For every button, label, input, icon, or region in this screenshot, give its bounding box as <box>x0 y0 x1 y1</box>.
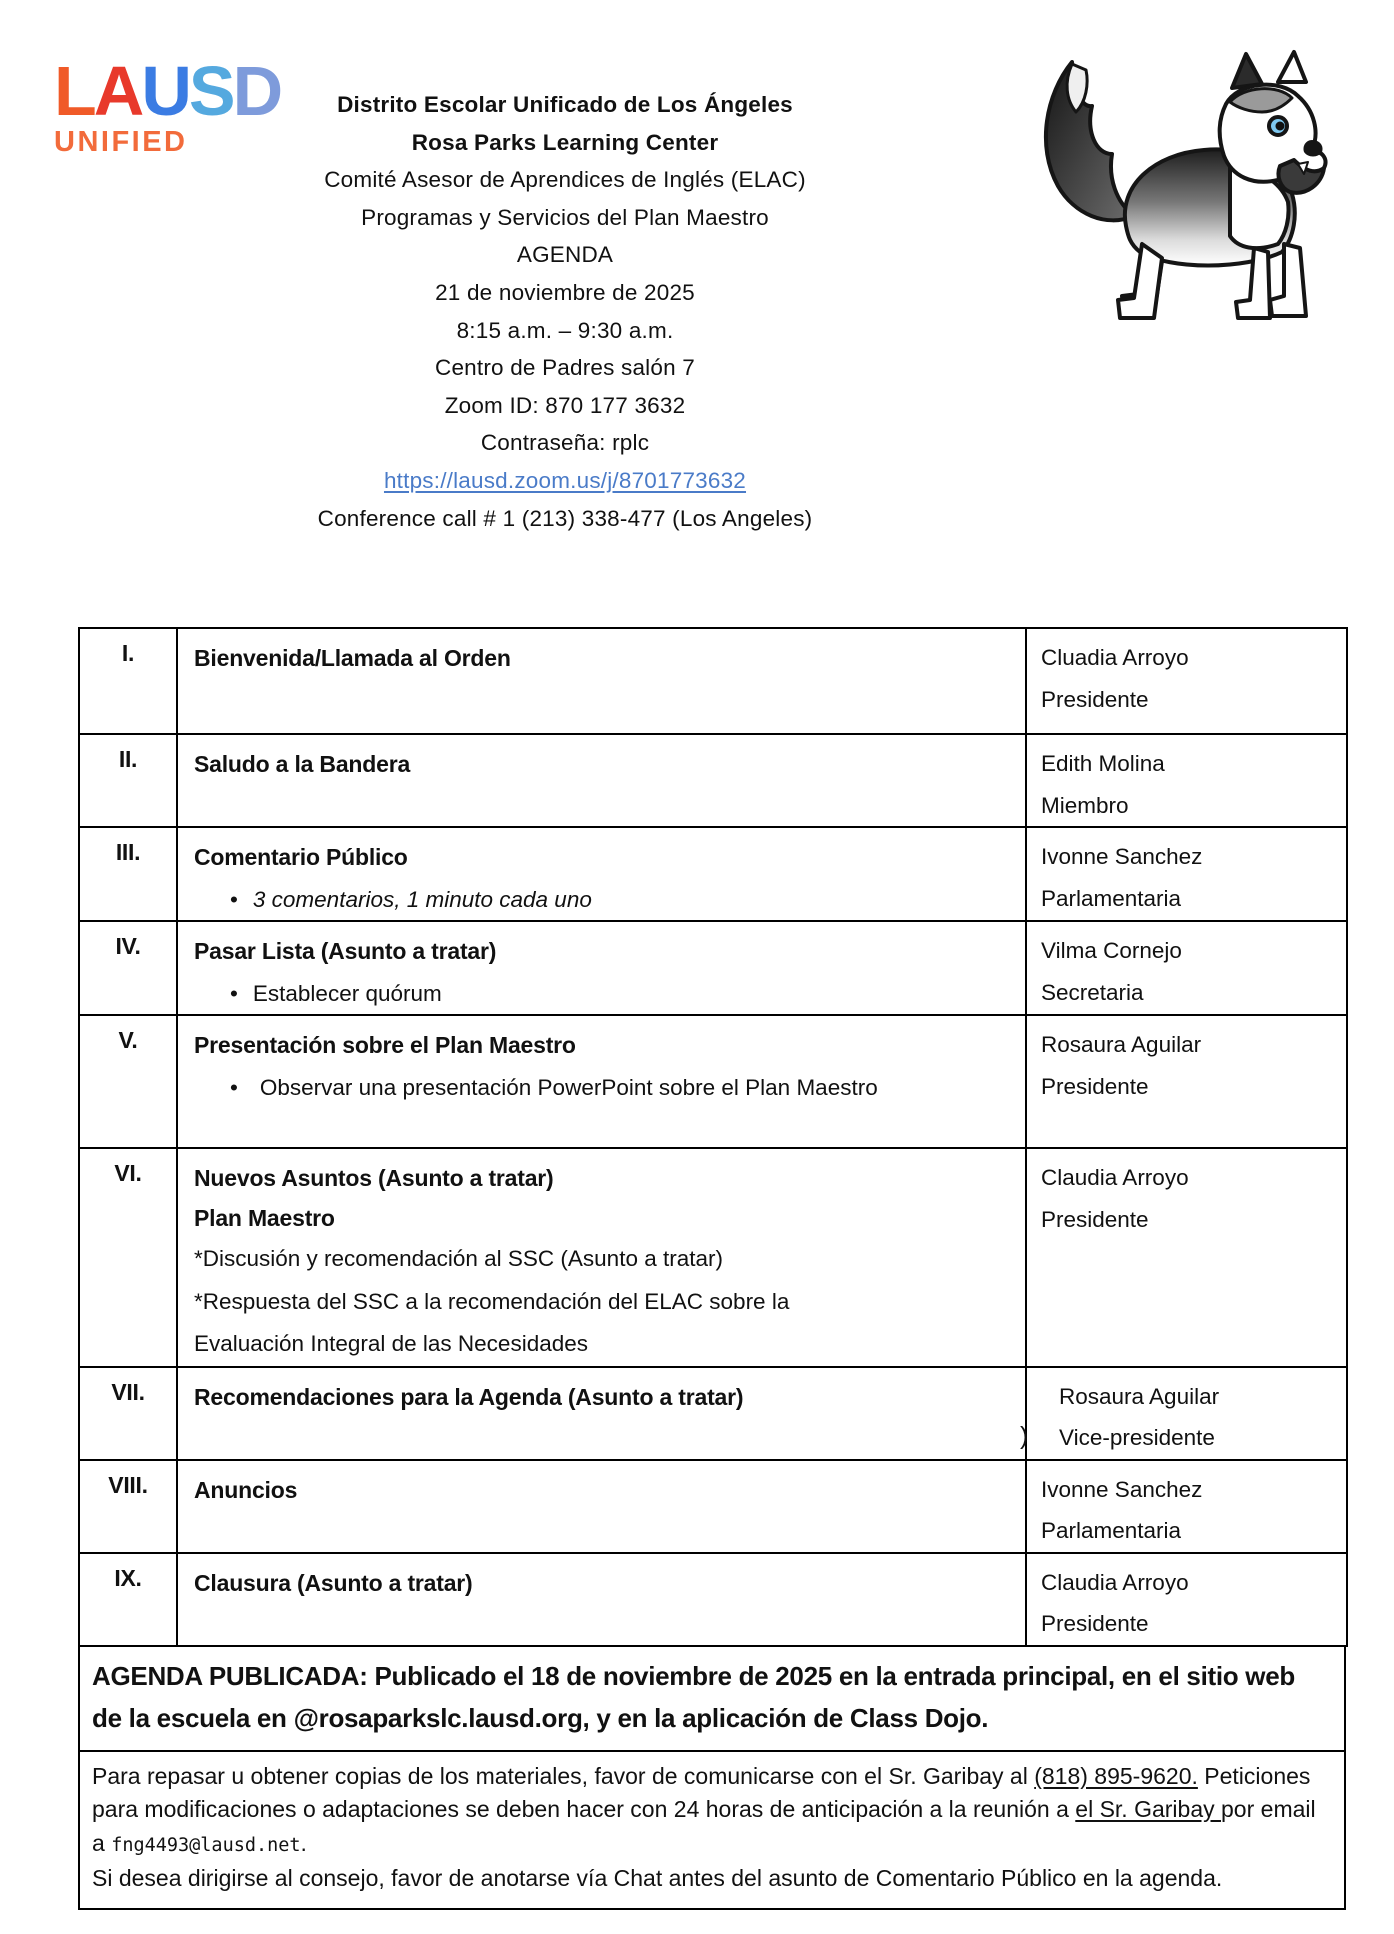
agenda-table <box>78 627 1348 1647</box>
district-title: Distrito Escolar Unificado de Los Ángeles <box>337 92 793 117</box>
person-name: Cluadia Arroyo <box>1041 645 1189 670</box>
row-person-cell <box>1026 1553 1347 1646</box>
materials-note-text: por email a <box>92 1796 1316 1856</box>
row-title: Clausura (Asunto a tratar) <box>194 1569 473 1596</box>
contact-name: el Sr. Garibay <box>1075 1796 1222 1822</box>
row-person-cell <box>1026 1015 1347 1148</box>
mascot-pupil <box>1276 122 1285 131</box>
row-number-cell: III. <box>79 827 177 921</box>
row-title: Nuevos Asuntos (Asunto a tratar) <box>194 1165 554 1191</box>
conference-call-line: Conference call # 1 (213) 338-477 (Los Angeles) <box>317 505 813 531</box>
person-role: Parlamentaria <box>1041 1518 1182 1543</box>
agenda-row-2 <box>79 734 1347 827</box>
agenda-row-5 <box>79 1015 1347 1148</box>
row-person-cell <box>1026 628 1347 734</box>
row-person-cell <box>1026 827 1347 921</box>
row-topic-cell <box>177 921 1026 1015</box>
chat-note: Si desea dirigirse al consejo, favor de anotarse vía Chat antes del asunto de Comentario Público en la agenda. <box>92 1865 1223 1891</box>
mascot-ear-left <box>1232 54 1262 88</box>
row-topic-cell <box>177 628 1026 734</box>
meeting-location: Centro de Padres salón 7 <box>435 355 695 381</box>
row-title: Comentario Público <box>194 844 408 870</box>
bullet-item <box>230 973 1009 1014</box>
document-header <box>212 86 918 537</box>
row-number-cell: IX. <box>79 1553 177 1646</box>
materials-note-text: Para repasar u obtener copias de los materiales, favor de comunicarse con el Sr. Garibay al <box>92 1762 1035 1789</box>
person-role: Presidente <box>1041 686 1149 712</box>
row-note: *Respuesta del SSC a la recomendación del ELAC sobre la Evaluación Integral de las Necesidades <box>194 1288 790 1356</box>
mascot-nose <box>1303 140 1322 157</box>
row-number-cell: II. <box>79 734 177 827</box>
school-title: Rosa Parks Learning Center <box>411 129 719 155</box>
agenda-row-1 <box>79 628 1347 734</box>
row-number-cell: I. <box>79 628 177 734</box>
agenda-row-4 <box>79 921 1347 1015</box>
person-name: Ivonne Sanchez <box>1041 844 1203 869</box>
row-title: Presentación sobre el Plan Maestro <box>194 1032 576 1058</box>
row-topic-cell <box>177 1553 1026 1646</box>
agenda-section <box>78 627 1346 1910</box>
person-name: Ivonne Sanchez <box>1041 1476 1203 1502</box>
row-topic-cell <box>177 734 1026 827</box>
row-person-cell <box>1026 1148 1347 1367</box>
logo-letter: D <box>232 52 281 130</box>
logo-letter: L <box>54 52 94 130</box>
row-title: Saludo a la Bandera <box>194 751 411 777</box>
person-name: Rosaura Aguilar <box>1041 1032 1202 1057</box>
row-number-cell: V. <box>79 1015 177 1148</box>
bullet-item <box>230 1067 1009 1108</box>
row-number-cell: IV. <box>79 921 177 1015</box>
agenda-row-7 <box>79 1367 1347 1460</box>
row-person-cell <box>1026 921 1347 1015</box>
phone-number: (818) 895-9620. <box>1034 1762 1198 1789</box>
row-topic-cell <box>177 1148 1026 1367</box>
lausd-logo-subtitle: UNIFIED <box>54 126 188 158</box>
person-role: Presidente <box>1041 1611 1149 1636</box>
row-number-cell: VIII. <box>79 1460 177 1553</box>
meeting-date: 21 de noviembre de 2025 <box>435 279 695 305</box>
row-title: Recomendaciones para la Agenda (Asunto a tratar) <box>194 1383 744 1410</box>
person-role: Presidente <box>1041 1073 1149 1099</box>
person-name: Claudia Arroyo <box>1041 1165 1189 1190</box>
bullet-text: • Observar una presentación PowerPoint sobre el Plan Maestro <box>259 1075 878 1100</box>
footer-notes <box>78 1750 1346 1910</box>
zoom-id: Zoom ID: 870 177 3632 <box>444 392 686 418</box>
agenda-row-9 <box>79 1553 1347 1646</box>
program-line: Programas y Servicios del Plan Maestro <box>361 204 769 230</box>
row-topic-cell <box>177 827 1026 921</box>
row-subtitle: Plan Maestro <box>194 1205 335 1231</box>
agenda-row-8 <box>79 1460 1347 1553</box>
person-name: Claudia Arroyo <box>1041 1569 1189 1595</box>
mascot-hindleg-near <box>1118 244 1162 318</box>
row-number-cell: VI. <box>79 1148 177 1367</box>
row-title: Pasar Lista (Asunto a tratar) <box>194 938 497 964</box>
person-role: Presidente <box>1041 1206 1149 1232</box>
row-person-cell <box>1026 734 1347 827</box>
mascot-tail <box>1046 62 1134 220</box>
person-role: Vice-presidente <box>1059 1425 1215 1450</box>
mascot-head <box>1220 52 1326 193</box>
logo-letter: S <box>188 52 233 130</box>
meeting-time: 8:15 a.m. – 9:30 a.m. <box>456 317 674 343</box>
contact-email: fng4493@lausd.net <box>111 1834 301 1856</box>
row-title: Anuncios <box>194 1476 298 1503</box>
materials-note <box>92 1760 1330 1863</box>
person-name: Edith Molina <box>1041 751 1165 776</box>
row-person-cell <box>1020 1367 1347 1460</box>
logo-letter: A <box>93 52 142 130</box>
agenda-row-6 <box>79 1148 1347 1367</box>
row-title: Bienvenida/Llamada al Orden <box>194 645 511 671</box>
row-topic-cell <box>177 1015 1026 1148</box>
row-topic-cell <box>177 1460 1026 1553</box>
agenda-label: AGENDA <box>516 242 614 268</box>
materials-note-text: . <box>300 1829 307 1856</box>
committee-line: Comité Asesor de Aprendices de Inglés (ELAC) <box>324 167 806 193</box>
row-number-cell: VII. <box>79 1367 177 1460</box>
person-role: Miembro <box>1041 792 1129 818</box>
agenda-row-3 <box>79 827 1347 921</box>
stray-mark: ) <box>1020 1421 1029 1450</box>
person-role: Parlamentaria <box>1041 885 1182 911</box>
husky-mascot-image <box>992 46 1328 332</box>
bullet-text: • Establecer quórum <box>252 981 442 1006</box>
row-note: *Discusión y recomendación al SSC (Asunto a tratar) <box>194 1246 723 1271</box>
zoom-password: Contraseña: rplc <box>480 430 650 456</box>
mascot-ear-right <box>1278 52 1306 82</box>
zoom-meeting-link[interactable]: https://lausd.zoom.us/j/8701773632 <box>383 467 747 493</box>
person-role: Secretaria <box>1041 979 1144 1005</box>
person-name: Vilma Cornejo <box>1041 938 1182 963</box>
bullet-item <box>230 879 1009 920</box>
agenda-published-notice: AGENDA PUBLICADA: Publicado el 18 de noviembre de 2025 en la entrada principal, en el sitio web de la escuela en @rosaparkslc.lausd.org, y en la aplicación de Class Dojo. <box>78 1645 1346 1752</box>
person-name: Rosaura Aguilar <box>1059 1383 1220 1409</box>
row-person-cell <box>1026 1460 1347 1553</box>
row-topic-cell <box>177 1367 1029 1460</box>
materials-note-text: Peticiones para modificaciones o adaptaciones se deben hacer con 24 horas de anticipación a la reunión a <box>92 1762 1311 1822</box>
logo-letter: U <box>141 52 189 130</box>
bullet-text: • 3 comentarios, 1 minuto cada uno <box>252 887 592 912</box>
